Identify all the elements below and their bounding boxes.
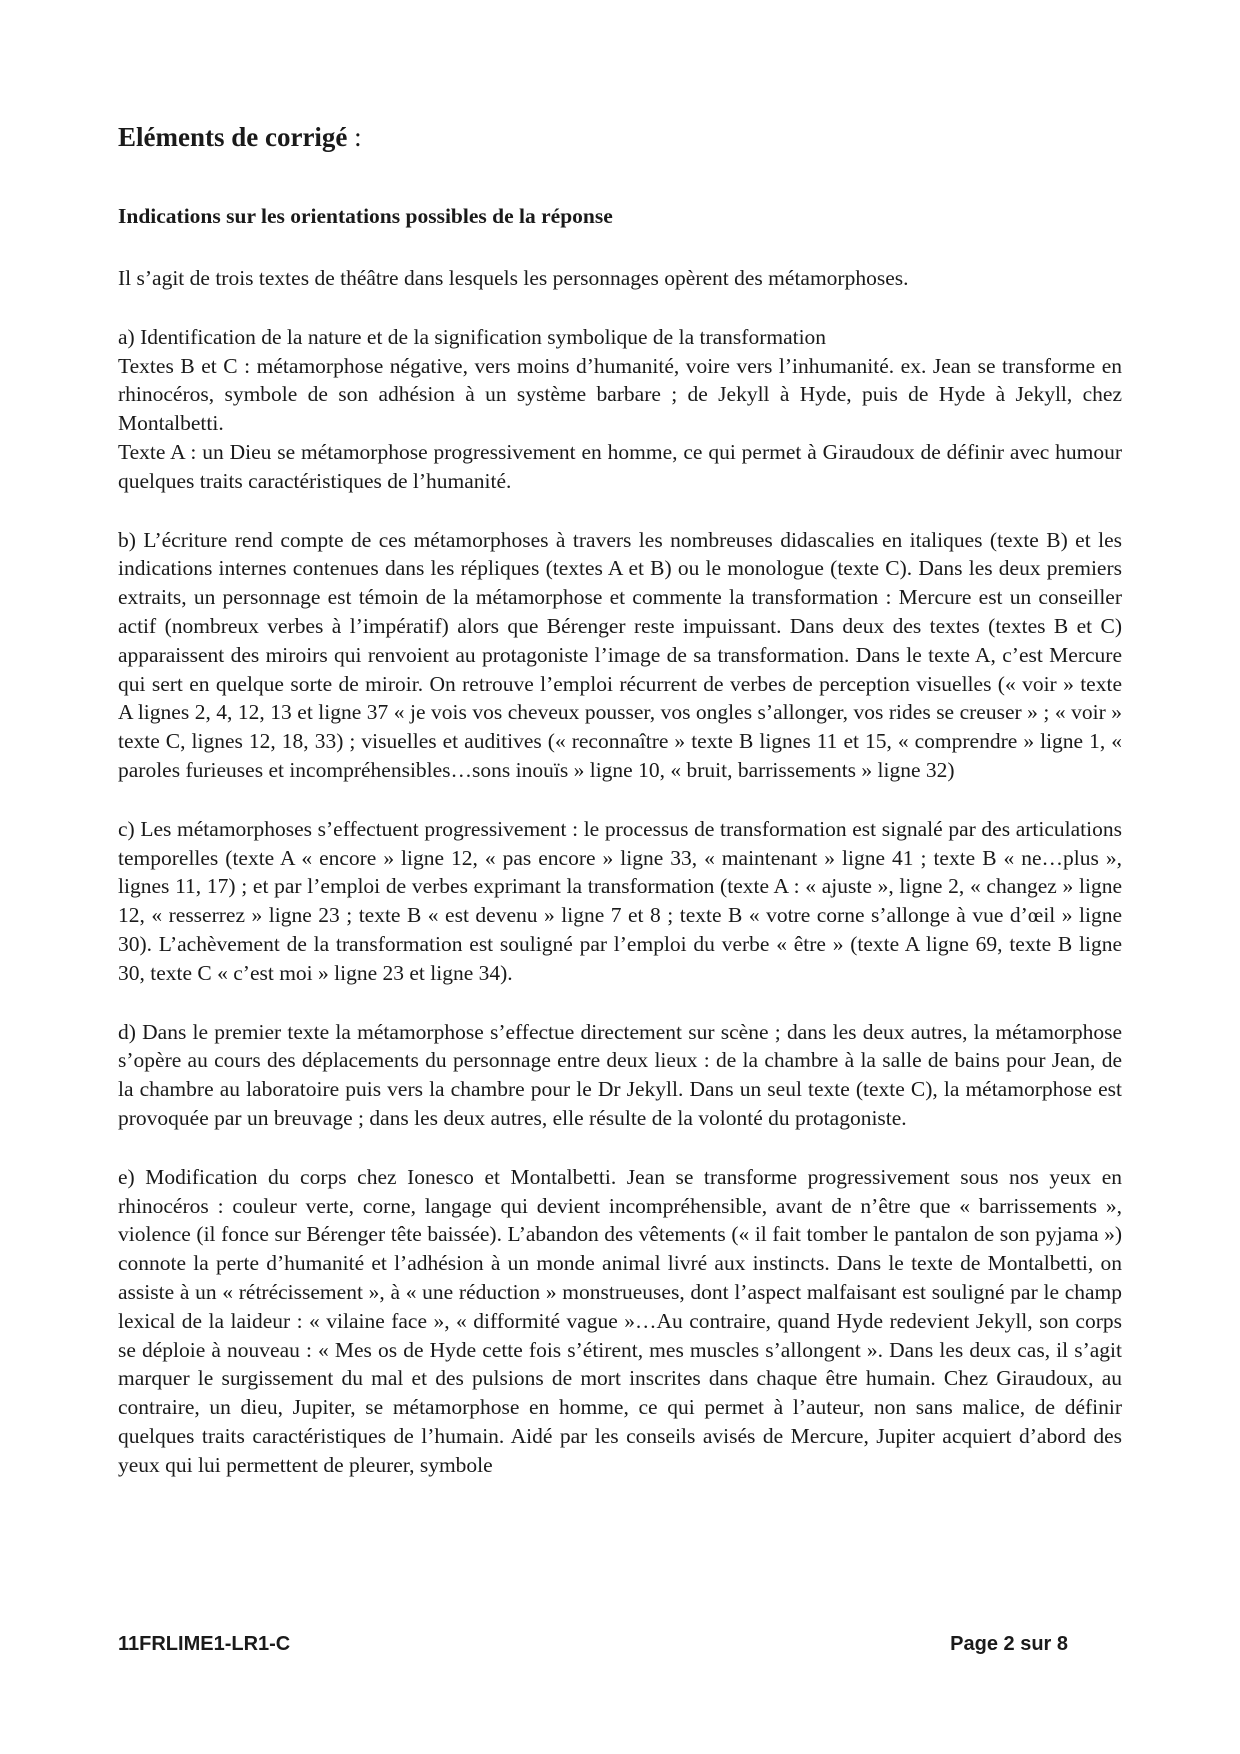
section-a: [118, 323, 1122, 496]
section-a-heading: a) Identification de la nature et de la signification symbolique de la transformation: [118, 324, 827, 349]
section-e-paragraph: e) Modification du corps chez Ionesco et Montalbetti. Jean se transforme progressivement sous nos yeux en rhinocéros : couleur verte, corne, langage qui devient incompréhensible, avant de n’être que « barrissements », violence (il fonce sur Bérenger tête baissée). L’abandon des vêtements (« il fait tomber le pantalon de son pyjama ») connote la perte d’humanité et l’adhésion à un monde animal livré aux instincts. Dans le texte de Montalbetti, on assiste à un « rétrécissement », à « une réduction » monstrueuses, dont l’aspect malfaisant est souligné par le champ lexical de la laideur : « vilaine face », « difformité vague »…Au contraire, quand Hyde redevient Jekyll, son corps se déploie à nouveau : « Mes os de Hyde cette fois s’étirent, mes muscles s’allongent ». Dans les deux cas, il s’agit marquer le surgissement du mal et des pulsions de mort inscrites dans chaque être humain. Chez Giraudoux, au contraire, un dieu, Jupiter, se métamorphose en homme, ce qui permet à l’auteur, non sans malice, de définir quelques traits caractéristiques de l’humain. Aidé par les conseils avisés de Mercure, Jupiter acquiert d’abord des yeux qui lui permettent de pleurer, symbole: [118, 1164, 1122, 1477]
section-subtitle: Indications sur les orientations possibles de la réponse: [118, 204, 613, 228]
section-a-paragraph-1: Textes B et C : métamorphose négative, vers moins d’humanité, voire vers l’inhumanité. ex. Jean se transforme en rhinocéros, symbole de son adhésion à un système barbare ; de Jekyll à Hyde, puis de Hyde à Jekyll, chez Montalbetti.: [118, 353, 1122, 436]
section-a-paragraph-2: Texte A : un Dieu se métamorphose progressivement en homme, ce qui permet à Giraudoux de définir avec humour quelques traits caractéristiques de l’humanité.: [118, 439, 1122, 493]
section-b-paragraph: b) L’écriture rend compte de ces métamorphoses à travers les nombreuses didascalies en italiques (texte B) et les indications internes contenues dans les répliques (textes A et B) ou le monologue (texte C). Dans les deux premiers extraits, un personnage est témoin de la métamorphose et commente la transformation : Mercure est un conseiller actif (nombreux verbes à l’impératif) alors que Bérenger reste impuissant. Dans deux des textes (textes B et C) apparaissent des miroirs qui renvoient au protagoniste l’image de sa transformation. Dans le texte A, c’est Mercure qui sert en quelque sorte de miroir. On retrouve l’emploi récurrent de verbes de perception visuelles (« voir » texte A lignes 2, 4, 12, 13 et ligne 37 « je vois vos cheveux pousser, vos ongles s’allonger, vos rides se creuser » ; « voir » texte C, lignes 12, 18, 33) ; visuelles et auditives (« reconnaître » texte B lignes 11 et 15, « comprendre » ligne 1, « paroles furieuses et incompréhensibles…sons inouïs » ligne 10, « bruit, barrissements » ligne 32): [118, 527, 1122, 782]
document-code: 11FRLIME1-LR1-C: [118, 1633, 291, 1655]
section-c: [118, 815, 1122, 988]
document-page: [118, 110, 1122, 1479]
section-d: [118, 1018, 1122, 1133]
page-title-suffix: :: [347, 122, 362, 152]
section-e: [118, 1163, 1122, 1480]
section-c-paragraph: c) Les métamorphoses s’effectuent progressivement : le processus de transformation est signalé par des articulations temporelles (texte A « encore » ligne 12, « pas encore » ligne 33, « maintenant » ligne 41 ; texte B « ne…plus », lignes 11, 17) ; et par l’emploi de verbes exprimant la transformation (texte A : « ajuste », ligne 2, « changez » ligne 12, « resserrez » ligne 23 ; texte B « est devenu » ligne 7 et 8 ; texte B « votre corne s’allonge à vue d’œil » ligne 30). L’achèvement de la transformation est souligné par l’emploi du verbe « être » (texte A ligne 69, texte B ligne 30, texte C « c’est moi » ligne 23 et ligne 34).: [118, 816, 1122, 985]
section-b: [118, 526, 1122, 785]
page-number: Page 2 sur 8: [950, 1633, 1068, 1655]
section-d-paragraph: d) Dans le premier texte la métamorphose s’effectue directement sur scène ; dans les deux autres, la métamorphose s’opère au cours des déplacements du personnage entre deux lieux : de la chambre à la salle de bains pour Jean, de la chambre au laboratoire puis vers la chambre pour le Dr Jekyll. Dans un seul texte (texte C), la métamorphose est provoquée par un breuvage ; dans les deux autres, elle résulte de la volonté du protagoniste.: [118, 1019, 1122, 1130]
page-title: [118, 120, 1122, 154]
page-title-bold: Eléments de corrigé: [118, 122, 348, 152]
intro-paragraph: Il s’agit de trois textes de théâtre dans lesquels les personnages opèrent des métamorphoses.: [118, 266, 909, 290]
